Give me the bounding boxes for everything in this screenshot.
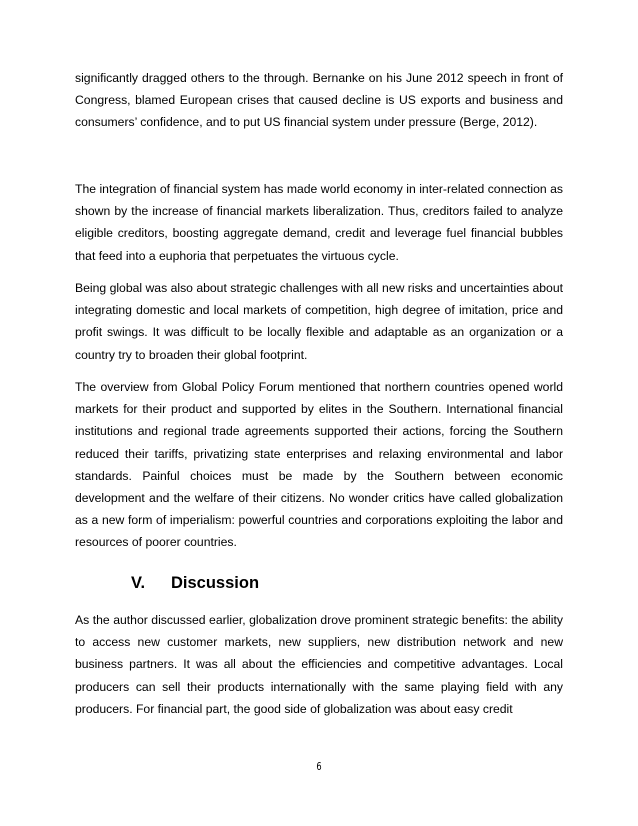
- paragraph-global-policy-forum: The overview from Global Policy Forum mentioned that northern countries opened world markets for their product and supported by elites in the Southern. International financial institutions and regional trade agreements supported their actions, forcing the Southern reduced their tariffs, privatizing state enterprises and relaxing environmental and labor standards. Painful choices must be made by the Southern between economic development and the welfare of their citizens. No wonder critics have called globalization as a new form of imperialism: powerful countries and corporations exploiting the labor and resources of poorer countries.: [75, 380, 563, 550]
- section-number: V.: [131, 574, 146, 592]
- paragraph-financial-integration: The integration of financial system has made world economy in inter-related connection as shown by the increase of financial markets liberalization. Thus, creditors failed to analyze eligible creditors, boosting aggregate demand, credit and leverage fuel financial bubbles that feed into a euphoria that perpetuates the virtuous cycle.: [75, 182, 563, 263]
- page-number: 6: [316, 760, 322, 773]
- paragraph-bernanke-speech: significantly dragged others to the through. Bernanke on his June 2012 speech in front of Congress, blamed European crises that caused decline is US exports and business and consumers’ confidence, and to put US financial system under pressure (Berge, 2012).: [75, 71, 563, 130]
- paragraph-strategic-challenges: Being global was also about strategic challenges with all new risks and uncertainties about integrating domestic and local markets of competition, high degree of imitation, price and profit swings. It was difficult to be locally flexible and adaptable as an organization or a country try to broaden their global footprint.: [75, 281, 563, 362]
- paragraph-discussion: As the author discussed earlier, globalization drove prominent strategic benefits: the ability to access new customer markets, new suppliers, new distribution network and new business partners. It was all about the efficiencies and competitive advantages. Local producers can sell their products internationally with the same playing field with any producers. For financial part, the good side of globalization was about easy credit: [75, 613, 563, 716]
- section-heading: [131, 574, 259, 593]
- section-title: Discussion: [171, 574, 260, 592]
